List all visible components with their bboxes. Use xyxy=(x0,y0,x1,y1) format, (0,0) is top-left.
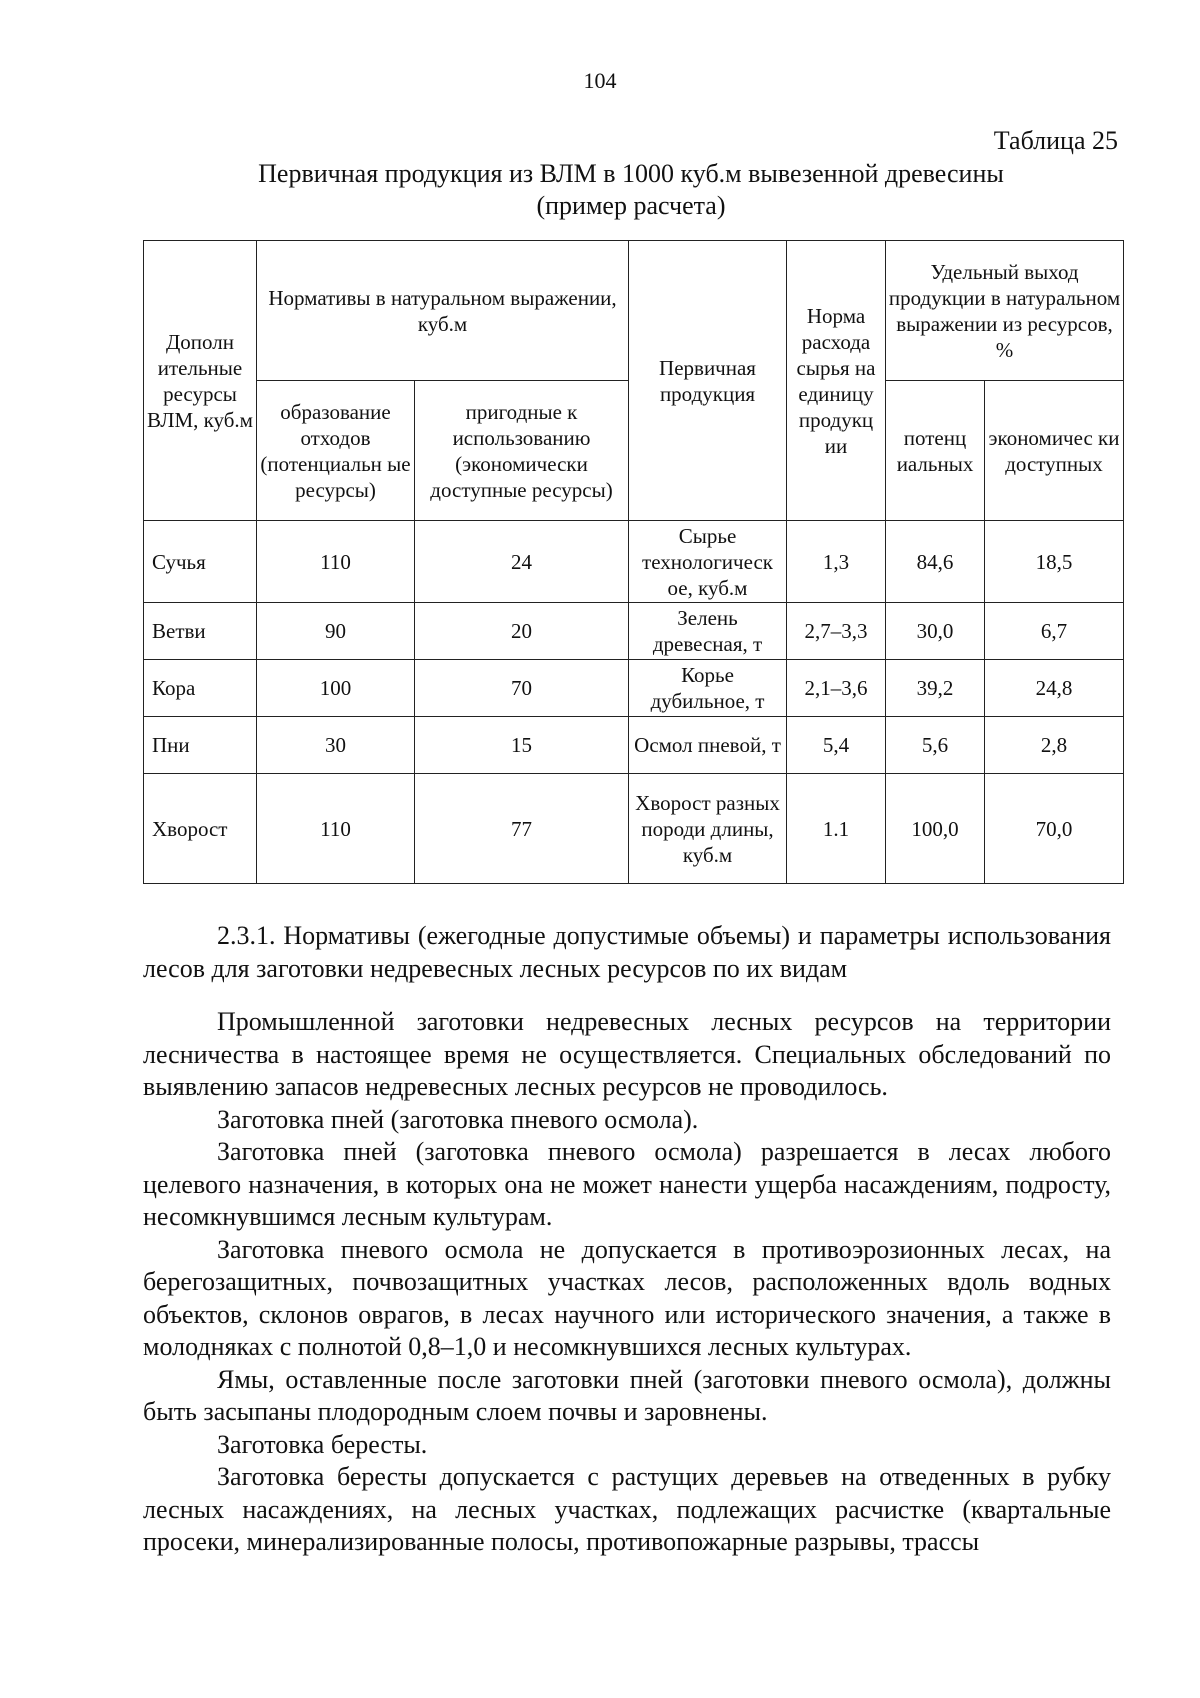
table-row xyxy=(144,521,1124,603)
body-paragraphs xyxy=(143,1006,1111,1559)
header-yield-group: Удельный выход продукции в натуральном выражении из ресурсов, % xyxy=(886,241,1124,381)
cell-economic: 18,5 xyxy=(985,521,1124,603)
cell-product: Корье дубильное, т xyxy=(629,660,787,717)
cell-waste: 30 xyxy=(257,717,415,774)
table-title xyxy=(0,158,1200,222)
paragraph: Промышленной заготовки недревесных лесных ресурсов на территории лесничества в настоящее время не осуществляется. Специальных обследований по выявлению запасов недревесных лесных ресурсов не проводилось. xyxy=(143,1007,1111,1101)
cell-potential: 100,0 xyxy=(886,774,985,884)
cell-product: Осмол пневой, т xyxy=(629,717,787,774)
cell-rate: 1,3 xyxy=(787,521,886,603)
cell-product: Зелень древесная, т xyxy=(629,603,787,660)
header-rate: Норма расхода сырья на единицу продукц ии xyxy=(787,241,886,521)
cell-rate: 1.1 xyxy=(787,774,886,884)
cell-usable: 20 xyxy=(415,603,629,660)
header-resource: Дополн ительные ресурсы ВЛМ, куб.м xyxy=(144,241,257,521)
cell-waste: 90 xyxy=(257,603,415,660)
header-yield-economic: экономичес ки доступных xyxy=(985,381,1124,521)
table-title-line: (пример расчета) xyxy=(536,191,726,220)
paragraph: Ямы, оставленные после заготовки пней (заготовки пневого осмола), должны быть засыпаны плодородным слоем почвы и заровнены. xyxy=(143,1364,1111,1426)
cell-rate: 5,4 xyxy=(787,717,886,774)
cell-product: Сырье технологическ ое, куб.м xyxy=(629,521,787,603)
cell-usable: 15 xyxy=(415,717,629,774)
cell-resource: Ветви xyxy=(144,603,257,660)
data-table xyxy=(143,240,1124,884)
cell-waste: 110 xyxy=(257,521,415,603)
header-yield-potential: потенц иальных xyxy=(886,381,985,521)
paragraph: Заготовка бересты допускается с растущих деревьев на отведенных в рубку лесных насаждениях, на лесных участках, подлежащих расчистке (квартальные просеки, минерализированные полосы, противопожарные разрывы, трассы xyxy=(143,1462,1111,1556)
cell-usable: 24 xyxy=(415,521,629,603)
cell-waste: 100 xyxy=(257,660,415,717)
cell-economic: 6,7 xyxy=(985,603,1124,660)
cell-rate: 2,7–3,3 xyxy=(787,603,886,660)
table-label: Таблица 25 xyxy=(993,126,1118,155)
cell-potential: 84,6 xyxy=(886,521,985,603)
cell-waste: 110 xyxy=(257,774,415,884)
table-title-line: Первичная продукция из ВЛМ в 1000 куб.м вывезенной древесины xyxy=(258,159,1004,188)
cell-rate: 2,1–3,6 xyxy=(787,660,886,717)
cell-resource: Сучья xyxy=(144,521,257,603)
header-product: Первичная продукция xyxy=(629,241,787,521)
section-heading xyxy=(143,920,1111,985)
paragraph: Заготовка бересты. xyxy=(217,1429,428,1459)
paragraph: Заготовка пневого осмола не допускается в противоэрозионных лесах, на берегозащитных, почвозащитных участках лесов, расположенных вдоль водных объектов, склонов оврагов, в лесах научного или исторического значения, а также в молодняках с полнотой 0,8–1,0 и несомкнувшихся лесных культурах. xyxy=(143,1234,1111,1361)
table-row xyxy=(144,717,1124,774)
cell-product: Хворост разных породи длины, куб.м xyxy=(629,774,787,884)
table-row xyxy=(144,660,1124,717)
section-heading-text: 2.3.1. Нормативы (ежегодные допустимые объемы) и параметры использования лесов для заготовки недревесных лесных ресурсов по их видам xyxy=(143,921,1111,983)
table-row xyxy=(144,774,1124,884)
cell-potential: 5,6 xyxy=(886,717,985,774)
paragraph: Заготовка пней (заготовка пневого осмола) разрешается в лесах любого целевого назначения, в которых она не может нанести ущерба насаждениям, подросту, несомкнувшимся лесным культурам. xyxy=(143,1137,1111,1231)
cell-resource: Пни xyxy=(144,717,257,774)
cell-economic: 2,8 xyxy=(985,717,1124,774)
header-norms-waste: образование отходов (потенциальн ые ресурсы) xyxy=(257,381,415,521)
table-row xyxy=(144,603,1124,660)
cell-resource: Хворост xyxy=(144,774,257,884)
cell-potential: 30,0 xyxy=(886,603,985,660)
cell-resource: Кора xyxy=(144,660,257,717)
header-norms-group: Нормативы в натуральном выражении, куб.м xyxy=(257,241,629,381)
cell-economic: 70,0 xyxy=(985,774,1124,884)
header-norms-usable: пригодные к использованию (экономически доступные ресурсы) xyxy=(415,381,629,521)
page-number: 104 xyxy=(583,68,617,93)
cell-economic: 24,8 xyxy=(985,660,1124,717)
paragraph: Заготовка пней (заготовка пневого осмола). xyxy=(217,1104,699,1134)
cell-usable: 77 xyxy=(415,774,629,884)
cell-potential: 39,2 xyxy=(886,660,985,717)
cell-usable: 70 xyxy=(415,660,629,717)
